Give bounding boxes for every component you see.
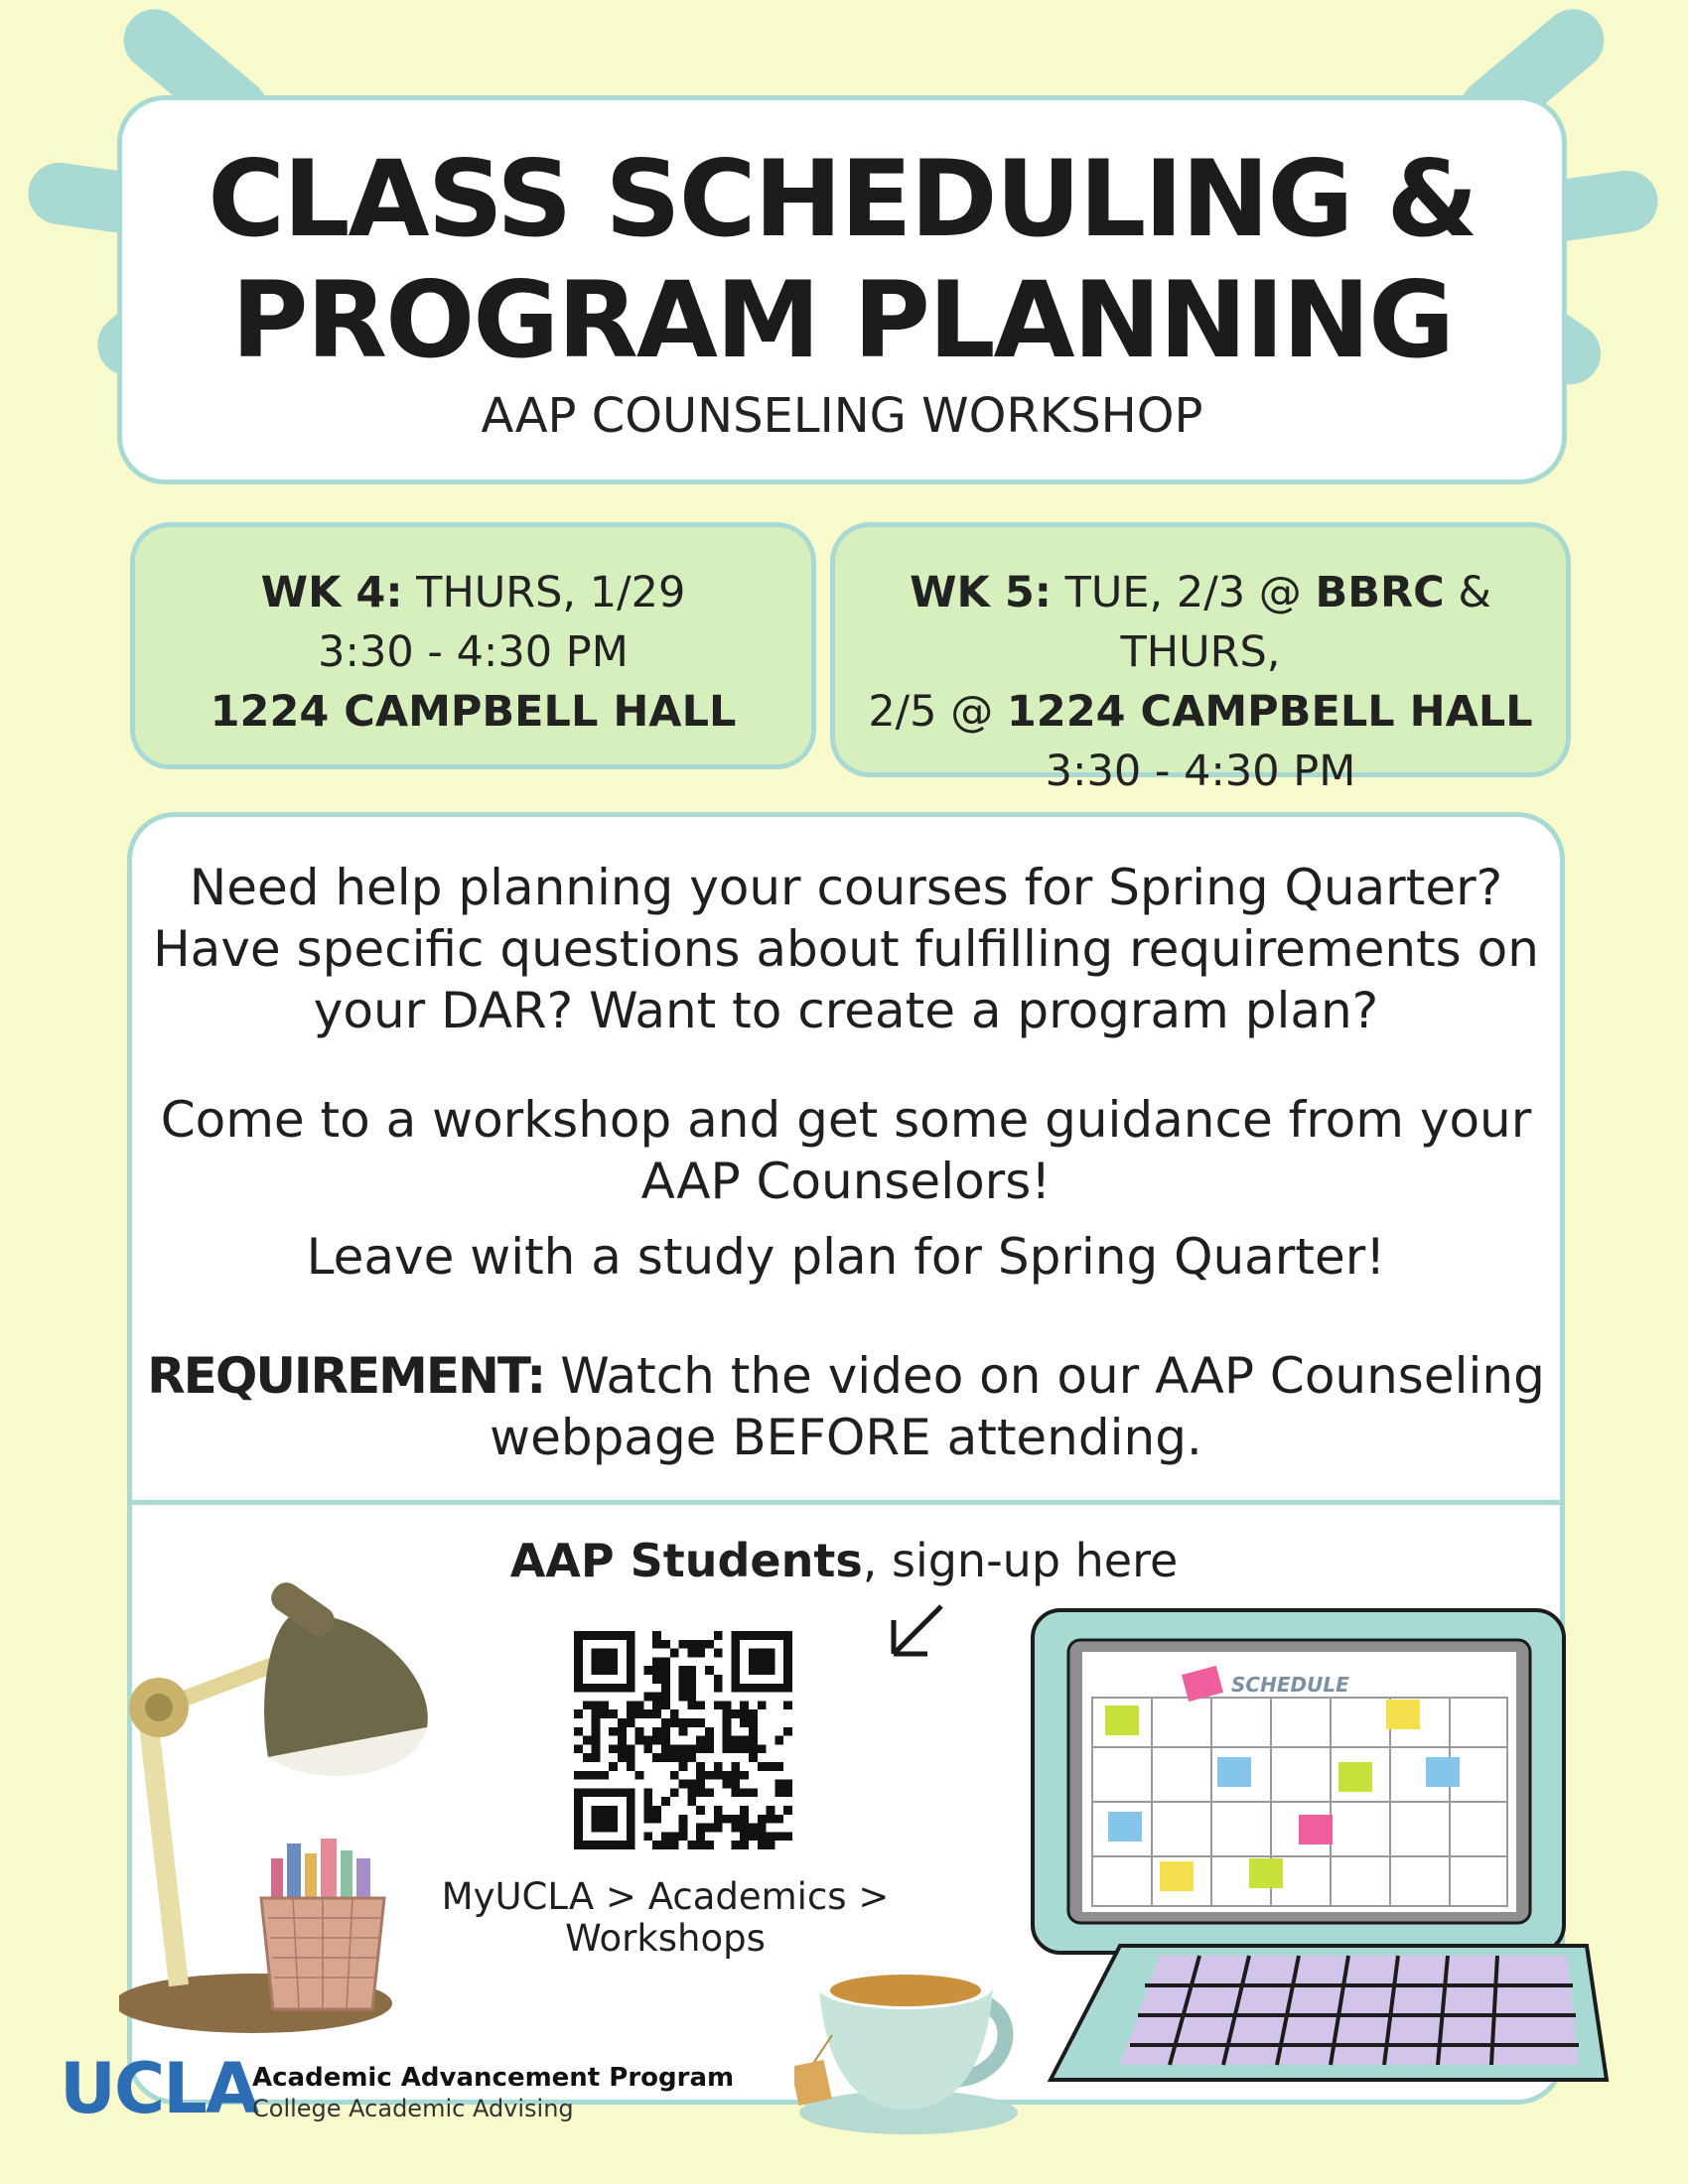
session-date-line	[135, 563, 811, 622]
week-label: WK 4:	[260, 568, 403, 617]
title-card	[117, 95, 1567, 484]
intro-line: your DAR? Want to create a program plan?	[313, 982, 1379, 1039]
invite-line: Come to a workshop and get some guidance from your	[160, 1091, 1532, 1149]
laptop-schedule-illustration	[1011, 1608, 1617, 2105]
requirement-paragraph	[132, 1345, 1560, 1468]
session-location: BBRC	[1315, 568, 1445, 617]
teacup-illustration	[794, 1936, 1053, 2139]
intro-paragraph	[132, 857, 1560, 1041]
requirement-line: webpage BEFORE attending.	[490, 1409, 1202, 1466]
invite-paragraph	[132, 1089, 1560, 1212]
session-date: & THURS,	[1120, 568, 1491, 677]
requirement-line	[132, 1345, 1560, 1407]
session-location: 1224 CAMPBELL HALL	[1006, 687, 1533, 737]
requirement-label: REQUIREMENT:	[147, 1347, 545, 1405]
arrow-down-left-icon	[882, 1598, 951, 1668]
title-line-2: PROGRAM PLANNING	[230, 259, 1454, 381]
qr-code[interactable]	[574, 1631, 792, 1849]
program-name: Academic Advancement Program	[252, 2063, 735, 2093]
session-card-week-4	[130, 522, 816, 769]
session-date-line	[835, 563, 1566, 682]
schedule-label: SCHEDULE	[1231, 1673, 1349, 1697]
subtitle: AAP COUNSELING WORKSHOP	[481, 388, 1203, 444]
signup-path-line: MyUCLA > Academics >	[441, 1875, 890, 1918]
ucla-logo: UCLA	[60, 2048, 257, 2129]
signup-audience: AAP Students	[509, 1534, 863, 1587]
signup-text: , sign-up here	[862, 1534, 1179, 1587]
session-location: 1224 CAMPBELL HALL	[210, 687, 737, 737]
session-card-week-5	[830, 522, 1571, 796]
signup-path-line: Workshops	[565, 1917, 766, 1960]
title-line-1: CLASS SCHEDULING &	[208, 138, 1477, 260]
session-date: 2/5 @	[868, 687, 1007, 737]
program-department: College Academic Advising	[252, 2095, 574, 2122]
intro-line: Have specific questions about fulfilling requirements on	[153, 920, 1539, 978]
session-time: 3:30 - 4:30 PM	[318, 627, 629, 677]
requirement-text: Watch the video on our AAP Counseling	[544, 1347, 1545, 1405]
pencil-cup-illustration	[253, 1839, 392, 2012]
week-label: WK 5:	[910, 568, 1052, 617]
invite-line: AAP Counselors!	[640, 1153, 1052, 1210]
session-date: TUE, 2/3 @	[1051, 568, 1316, 617]
session-date: THURS, 1/29	[402, 568, 686, 617]
session-time: 3:30 - 4:30 PM	[1045, 747, 1356, 796]
study-plan-text: Leave with a study plan for Spring Quarter!	[306, 1228, 1386, 1286]
session-date-line	[835, 682, 1566, 742]
section-divider	[127, 1500, 1565, 1505]
intro-line: Need help planning your courses for Spring Quarter?	[189, 859, 1503, 916]
